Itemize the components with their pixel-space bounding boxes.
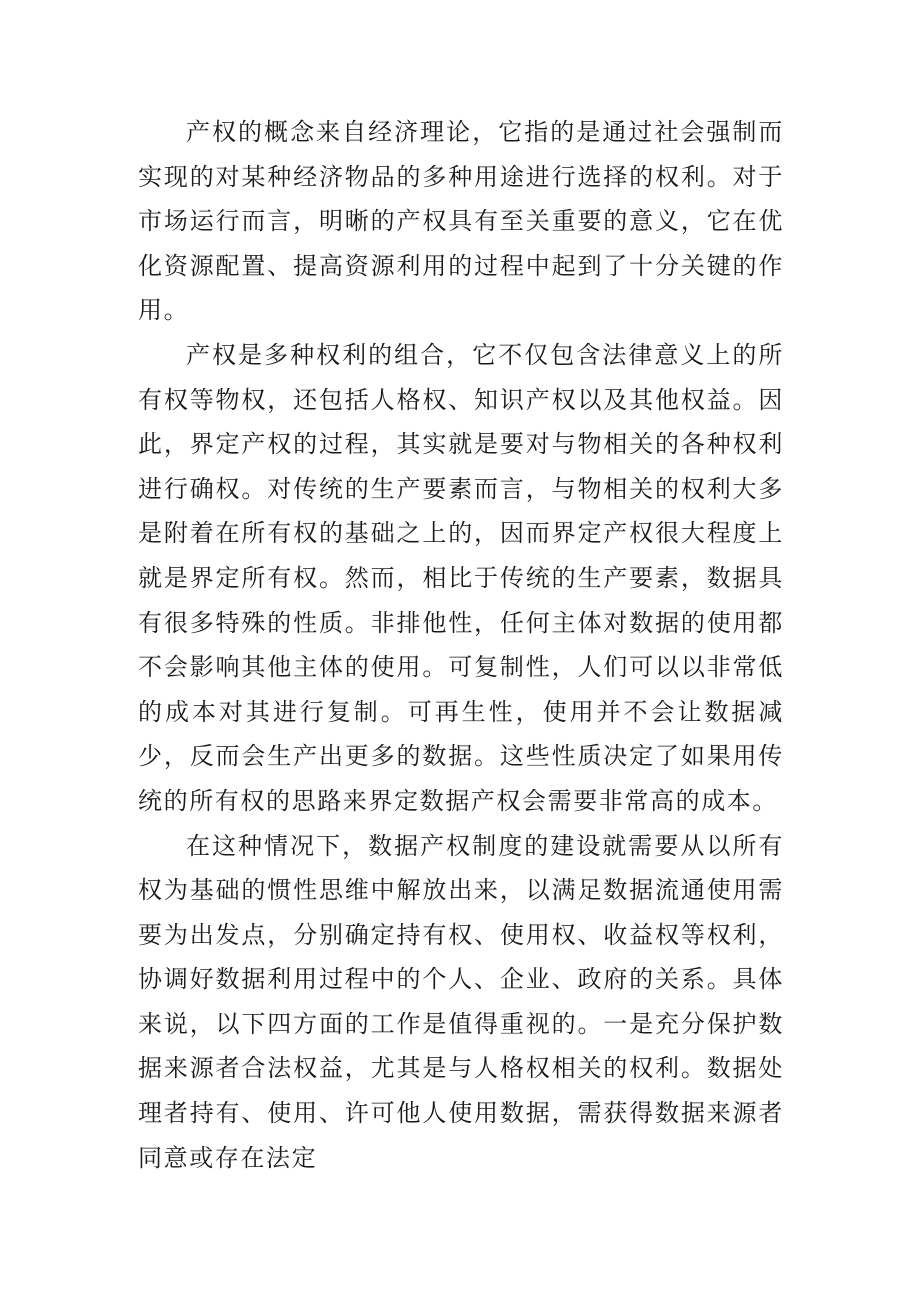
paragraph-3: 在这种情况下，数据产权制度的建设就需要从以所有权为基础的惯性思维中解放出来，以满足数据流通使用需要为出发点，分别确定持有权、使用权、收益权等权利，协调好数据利用过程中的个人、企业、政府的关系。具体来说，以下四方面的工作是值得重视的。一是充分保护数据来源者合法权益，尤其是与人格权相关的权利。数据处理者持有、使用、许可他人使用数据，需获得数据来源者同意或存在法定 bbox=[138, 831, 784, 1172]
paragraph-2: 产权是多种权利的组合，它不仅包含法律意义上的所有权等物权，还包括人格权、知识产权以及其他权益。因此，界定产权的过程，其实就是要对与物相关的各种权利进行确权。对传统的生产要素而言，与物相关的权利大多是附着在所有权的基础之上的，因而界定产权很大程度上就是界定所有权。然而，相比于传统的生产要素，数据具有很多特殊的性质。非排他性，任何主体对数据的使用都不会影响其他主体的使用。可复制性，人们可以以非常低的成本对其进行复制。可再生性，使用并不会让数据减少，反而会生产出更多的数据。这些性质决定了如果用传统的所有权的思路来界定数据产权会需要非常高的成本。 bbox=[138, 340, 784, 815]
paragraph-1: 产权的概念来自经济理论，它指的是通过社会强制而实现的对某种经济物品的多种用途进行选择的权利。对于市场运行而言，明晰的产权具有至关重要的意义，它在优化资源配置、提高资源利用的过程中起到了十分关键的作用。 bbox=[138, 118, 784, 325]
document-body bbox=[138, 110, 784, 1180]
